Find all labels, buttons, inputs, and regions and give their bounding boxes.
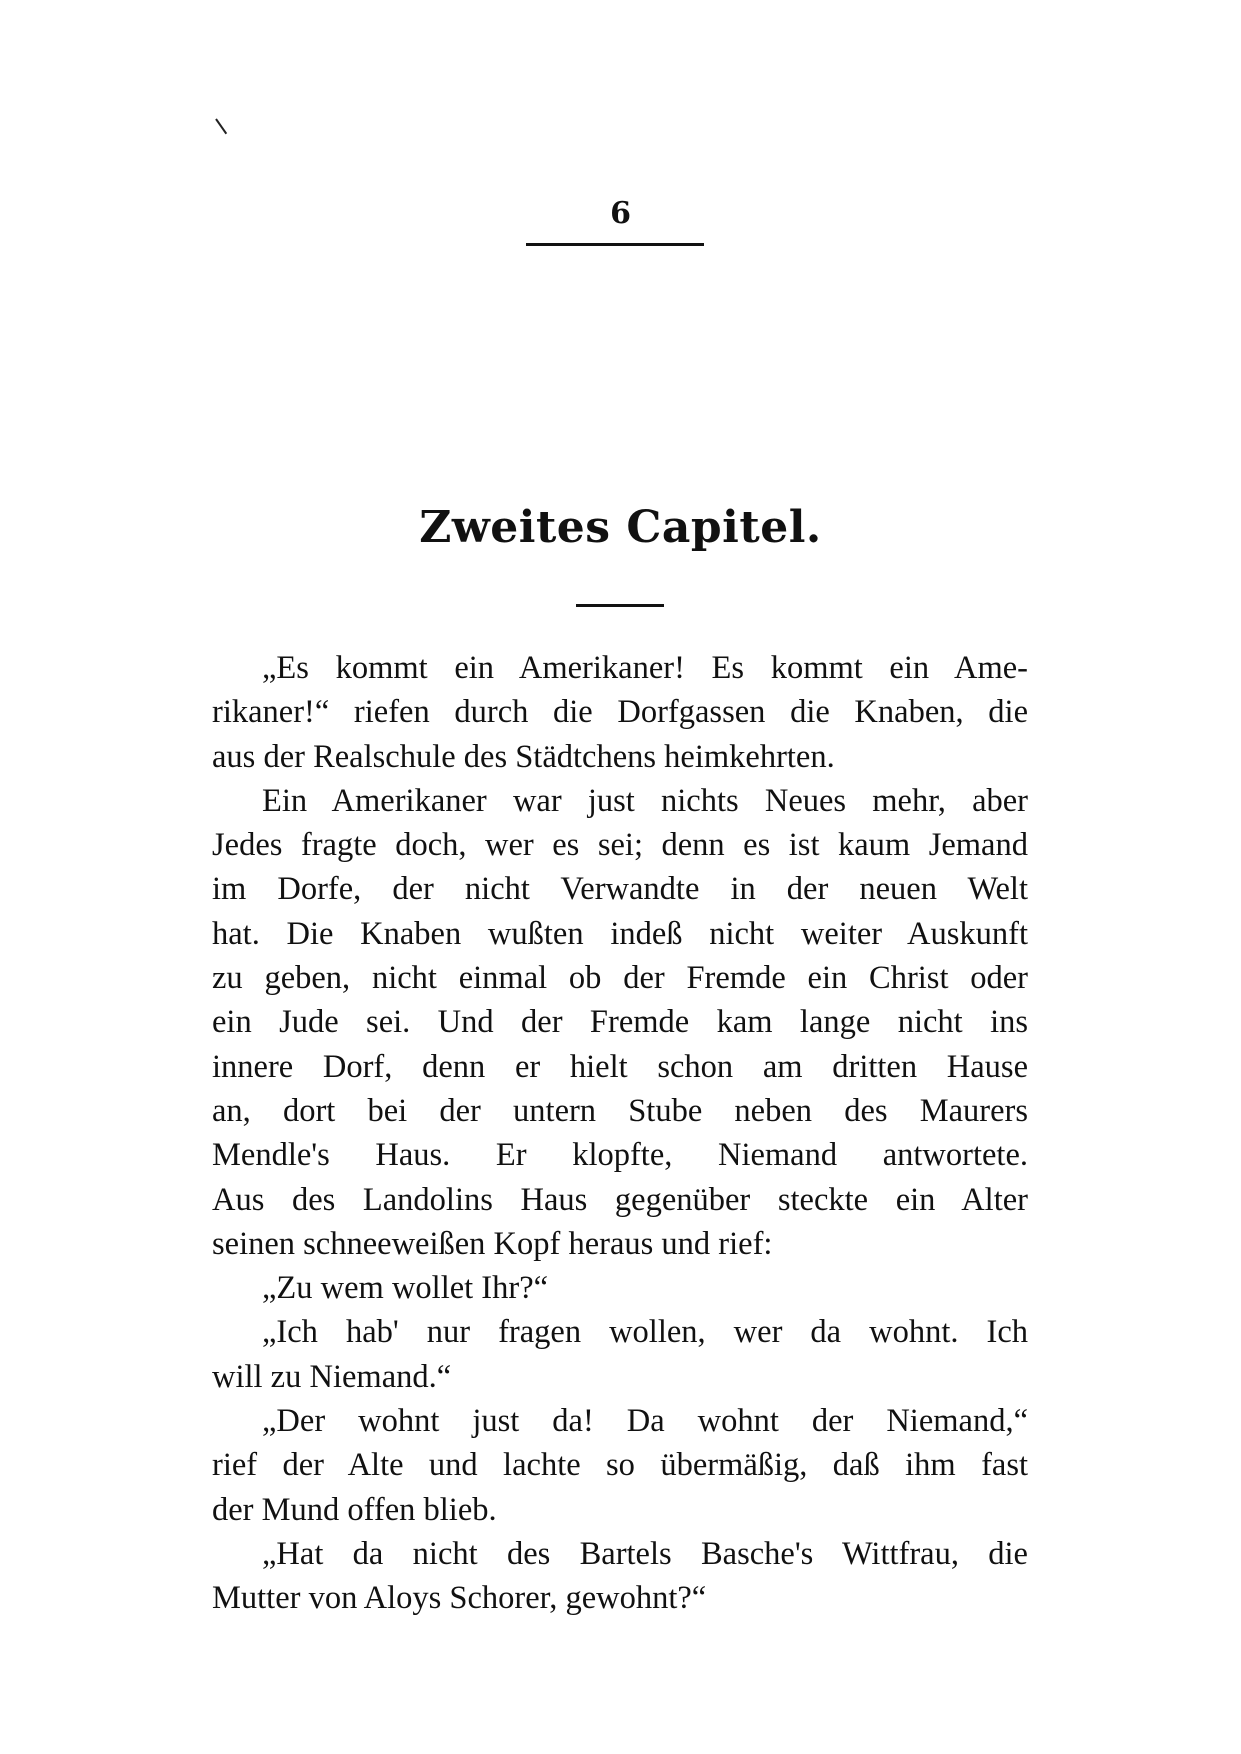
body-text — [212, 646, 1028, 1621]
text-line: seinen schneeweißen Kopf heraus und rief: — [212, 1225, 773, 1262]
text-line: aus der Realschule des Städtchens heimkehrten. — [212, 738, 835, 775]
text-line: rikaner!“ riefen durch die Dorfgassen die Knaben, die — [212, 694, 1028, 731]
text-line: der Mund offen blieb. — [212, 1491, 497, 1528]
text-line: Mutter von Aloys Schorer, gewohnt?“ — [212, 1580, 707, 1617]
text-line: will zu Niemand.“ — [212, 1358, 452, 1395]
text-line: „Hat da nicht des Bartels Basche's Wittfrau, die — [262, 1535, 1028, 1572]
text-line: Jedes fragte doch, wer es sei; denn es ist kaum Jemand — [212, 827, 1028, 864]
text-line: „Es kommt ein Amerikaner! Es kommt ein Ame- — [262, 650, 1028, 686]
chapter-rule — [576, 604, 664, 607]
text-line: Ein Amerikaner war just nichts Neues mehr, aber — [262, 782, 1028, 819]
text-line: innere Dorf, denn er hielt schon am dritten Hause — [212, 1048, 1028, 1085]
chapter-title: Zweites Capitel. — [419, 502, 822, 553]
page-number: 6 — [610, 196, 631, 231]
text-line: an, dort bei der untern Stube neben des Maurers — [212, 1092, 1028, 1129]
text-line: „Ich hab' nur fragen wollen, wer da wohnt. Ich — [262, 1314, 1028, 1351]
text-line: „Zu wem wollet Ihr?“ — [262, 1270, 549, 1307]
header-rule — [526, 243, 704, 246]
text-line: Aus des Landolins Haus gegenüber steckte ein Alter — [212, 1181, 1028, 1218]
text-line: ein Jude sei. Und der Fremde kam lange nicht ins — [212, 1004, 1028, 1041]
stray-ink-mark — [215, 118, 227, 134]
text-line: hat. Die Knaben wußten indeß nicht weiter Auskunft — [212, 915, 1028, 952]
text-line: rief der Alte und lachte so übermäßig, daß ihm fast — [212, 1447, 1028, 1484]
text-line: Mendle's Haus. Er klopfte, Niemand antwortete. — [212, 1137, 1028, 1174]
text-line: „Der wohnt just da! Da wohnt der Niemand,“ — [262, 1403, 1028, 1440]
text-line: im Dorfe, der nicht Verwandte in der neuen Welt — [212, 871, 1028, 908]
text-line: zu geben, nicht einmal ob der Fremde ein Christ oder — [212, 960, 1028, 997]
